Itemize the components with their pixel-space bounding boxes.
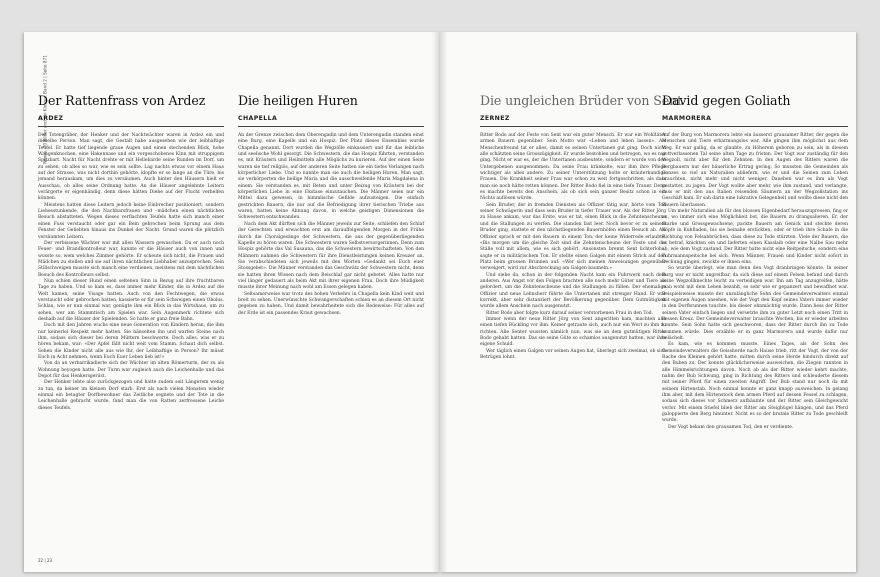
article-location: ARDEZ <box>38 115 64 122</box>
paragraph: Doch mit den Jahren wuchs eine neue Generation von Kindern heran, die ihm nur keinerlei Respekt mehr hatten. Sie hänselten ihn und warfen Steine nach ihm, sodass sich dieser bei deren Müttern beschwerte. Doch alles, was er zu hören bekam, war: «Der Apfel fällt nicht weit vom Stamm. Schaut dich selbst. Sehen die Kinder nicht alle aus wie Ihr, der Leibhaftige in Person? Ihr müsst Euch in Acht nehmen, wenn Euch Euer Leben lieb ist!» <box>38 323 224 361</box>
article-title: David gegen Goliath <box>662 93 791 108</box>
paragraph: An der Grenze zwischen dem Oberengadin und dem Unterengadin standen einst eine Burg, eine Kapelle und ein Hospiz. Der Platz dieses Ensembles wurde Chapella genannt. Dort wurden die Wegzölle einkassiert und für das leibliche und seelische Wohl gesorgt. Die Schwestern, die das Hospiz führten, verstanden es, mit Kräutern und Heilmitteln alle Möglichs zu kurieren. Auf der einen Seite waren sie tief religiös, auf der anderen Seite hatten sie ein tiefes Verlangen nach körperlicher Liebe. Und so nannte man sie auch die heiligen Huren. Man sagt, sie verkörperten die heilige Maria und die ausschweifende Maria Magdalena in einem. Sie verstanden es, mit Beten und unter Beizug von Kräutern bei der körperlichen Liebe in eine Ekstase einzutauchen. Die Männer seien nur ein Mittel dazu gewesen, in himmlische Gefilde aufzusteigen. Die einfach gestrickten Bauern, die nur auf die Befriedigung ihrer tierischen Triebe aus waren, hatten keine Ahnung davon, in welche geistigen Dimensionen die Schwestern entschwanden. <box>238 133 424 221</box>
article-title: Die heiligen Huren <box>238 93 358 108</box>
divider <box>480 126 666 127</box>
article-david-goliath <box>662 94 848 431</box>
article-location: CHAPELLA <box>238 115 278 122</box>
article-heilige-huren <box>238 94 424 317</box>
article-body <box>238 133 424 317</box>
paragraph: Von da an verbarrikadierte sich der Wächter im alten Römerturm, der zu als Wohnung beyogen hatte. Der Turm war zugleich auch die Leichenhalle und das Depot für das Henkersgerüst. <box>38 361 224 380</box>
paragraph: Der Vogt bekam den grausamen Tod, den er verdiente. <box>668 424 794 430</box>
article-title: Die ungleichen Brüder von Sent <box>480 93 683 108</box>
paragraph: Um mehr Naturalien als für den blossen Eigenbedarf herauszupressen, fing er an, wo immer sich eine Möglichkeit bot, die Bauern zu drangsalieren. Er, der Starke und Grossgewachsene, packte Bauern am Genick und steckte deren Köpfe in Kuhfladen, bis sie beinahe erstickten, oder er trieb ihre Schafe in die Richtung von Felsabbrüchen, dass diese zu Tode stürzten. Viele der Bauern, die es betraf, knickten ein und lieferten einen Kasslaib oder eine Nalbe Sau mehr ab, wie dem Vogt zustand. Der Ritter hatte nicht eine Reitpeitsche, sondern eine Fuhrmannspeitsche bei sich. Wenn Männer, Frauen und Kinder nicht sofort in Deckung gingen, zwickte er ihnen eins. <box>662 209 848 265</box>
paragraph: Ritter Bodo aber folgte kurz darauf seiner verstorbenen Frau in den Tod. <box>486 310 654 316</box>
divider <box>38 126 224 127</box>
article-body <box>38 133 224 412</box>
article-rattenfrass <box>38 94 224 412</box>
running-head-text: Nexus, 70 Bilder und ein Kloster: Band 2 | Seite 871 <box>42 55 48 164</box>
paragraph: Der Totengräber, der Henker und der Nachtwächter waren in Ardez ein und dieselbe Person. Man sagt, die Gestalt habe ausgesehen wie der leibhaftige Teufel. Er hatte tief liegende graue Augen und einen stechenden Blick, hohe Wangenknochen, eine Hakennase und ein vorgeschobenes Kinn mit struppigem Spitzbart. Nacht für Nacht drehte er mit Hellebarde seine Runden im Dorf, um zu sehen, ob alles so war, wie es sein sollte. Lag nachts etwas vor einem Haus auf der Strasse, was nicht dorthin gehörte, klopfte er so lange an die Türe, bis jemand herauskam, um dies zu versäumen. Auch hinter den Häusern hielt er Ausschau, ob alles seine Ordnung hatte. An die Häuser angelehnte Leitern verärgerte er eigenhändig, denn diese hätten Diebe auf der Flucht verhelfen können. <box>38 133 224 202</box>
right-page <box>440 32 856 572</box>
paragraph: Es kam, wie es kommen musste. Eines Tages, als der Sohn des Gemeindeverwalters die Geissherde nach Hause trieb, ritt der Vogt, der von der Rache des Kleinen gehört hatte, mitten durch seine Herde hindurch direkt auf den Buben zu. Der konnte glücklicherweise ausweichen, die Ziegen rannten in alle Himmelsrichtungen davon. Noch ab als der Ritter wieder kehrt machte, nahm der Bub Schwung, ging in Richtung des Ritters und schleuderte diesem mit seiner Pferd für einen zweiten Angriff. Der Bub stand nur noch da mit seinem Hirtenstab. Noch einmal konnte er ganz knapp ausweichen. In gelang ihm aber, mit dem Hirtenstock dem armen Pferd auf dessen Fessel zu schlagen, sodass sich dieses vor Schmerz aufbäumte und der Ritter sein Gleichgewicht verlor. Mit einem Stiefel blieb der Ritter am Steigbügel hängen, und das Pferd galoppierte den Berg hinunter. Nicht es so der brutale Ritter zu Tode geschleift wurde. <box>662 342 848 424</box>
paragraph: So wurde überlegt, wie man denn den Vogt dranbringen könnte. In seiner Burg war er nicht angreifbar, da sich diese auf einem Felsen befand und durch seine Wegzollknechte leicht zu verteidigen war. Ihn am Tag anzugreifen, hätte man wohl mit dem Leben bezahlt, so sehr wie er gepanzert und bewaffnet war. Beispielsweise musste der unzulängliche Sohn des Gemeindeverwalters einmal mit eigenen Augen ansehen, wie der Vogt den Kopf seines Vaters immer wieder in den Dorfbrunnen tauchte, bis dieser ohnmächtig wurde. Dann liess der Ritter seinen Vater einfach liegen und versetzte ihm zu guter Letzt noch einen Tritt in dessen Kreuz. Der Gemeindeverwalter brauchte Wochen, bis er wieder arbeiten konnte. Sein Sohn hatte sich geschworen, dass der Ritter durch ihn zu Tode kommen würde. Dies erzählte er in ganz Marmorera und wurde dafür nur belächelt. <box>662 266 848 341</box>
paragraph: Der verbissene Wächter war mit allen Wassern gewaschen. Da er auch noch Feuer- und Brandkontrolleur war, kannte er die Häuser auch von innen und wusste so, wem welches Zimmer gehörte. Er scheute sich nicht, die Frauen und Mädchen zu stellen und sie auf ihren nächtlichen Liebhaber anzusprechen. Sein Stillschweigen musste sich manch eine verdienen, meistens mit dem nächtlichen Besuch des Kontrolleurs selbst. <box>38 240 224 278</box>
paragraph: Auf der Burg von Marmorera lebte ein äusserst grausamer Ritter, der gegen die Menschen und Tiere erbarmungslos war. Alle gingen ihm möglichst aus dem Weg. Er war gallig, da er glaubte, zu Höherem geboren zu sein, als in diesem gottverlassenen Tal seine alten Tage zu fristen. Der Vogt war zuständig für den Wegzoll, nicht aber für den Zehnten. In den Augen des Ritters waren die Bergbauern nur der bäuerliche Ertrag gering. So mussten die Gemeinden als Ganzes so viel an Naturalien abliefern, wie er und die Seinen zum Leben brauchten, nicht mehr und nicht weniger. Daneben war es ihm als Vogt gestattet, zu jagen. Der Vogt wollte aber mehr, wie ihm zustand, und verlangte, dass er mit den aus Italien reisenden Säumern an der Wegzollstation ins Geschäft kam. Er sah darin eine lukrative Gelegenheit und wollte diese nicht den Bauern überlassen. <box>662 133 848 208</box>
article-location: ZERNEZ <box>480 115 510 122</box>
page-folio: 22 | 23 <box>38 558 53 563</box>
paragraph: Ritter Bodo auf der Feste von Sent war ein guter Mensch. Er war ein Wohltäter armen Bauern gegenüber. Sein Motto war «Leben und leben lassen». Als Menschenfreund tat er alles, damit es seinen Untertanen gut ging. Doch nicht alle schätzten seine Grosszügigkeit. Er wurde bestohlen und betrogen, wo es nur ging. Nicht er war es, der die Untertanen ausbeutete, sondern er wurde von den Untergebenen ausgenommen. Da seine Frau kränkelte, war ihm ihre Pflege wichtiger als alles andere. Zu seiner Unterstützung holte er kräuterkundige Frauen. Die Krankheit seiner Frau war schon zu weit fortgeschritten, als dass man sie noch hätte retten können. Der Ritter Bodo fiel in eine tiefe Trauer. Denn es machte bereits den Anschein, als ob sich sein ganzer Besitz schon in ein Nichts auflösen würde. <box>480 133 666 202</box>
article-location: MARMORERA <box>662 115 712 122</box>
left-page <box>24 32 440 572</box>
paragraph: Sein Bruder, der in fremden Diensten als Offizier tätig war, hörte vom Tod seiner Schwägerin und dass sein Bruder in tiefer Trauer war. Als der Ritter Jörg zu Hause ankam, war das Erste, was er tat, einen Blick in die Zehntenscheune und die Stallungen zu werfen. Die standen fast leer. Noch bevor er zu seinem Bruder ging, stattete er den nächstliegenden Bauernhöfen einen Besuch ab. Als Offizier sprach er mit den Bauern in einem Ton, der keine Widerrede erlaubte. «Bis morgen um die gleiche Zeit sind die Zehntenscheune der Feste und die Ställe voll mit allem, wie es sich gehört. Ansonsten brennt Sent lichterloh», sagte er in militärischem Ton. Er stellte einen Galgen mit einem Strick auf den Platz beim grossen Brunnen auf: «Wer sich meinen Anweisungen gegenüber verweigert, wird zur Abschreckung am Galgen baumeln.» <box>480 202 666 272</box>
article-ungleiche-brueder <box>480 93 683 361</box>
article-body <box>662 133 848 431</box>
divider <box>662 126 848 127</box>
divider <box>238 126 424 127</box>
paragraph: Der Henker lebte also zurückgezogen und hatte zudem seit Längerem wenig zu tun, da keiner im kleinen Dorf starb. Erst als nach vielen Monaten wieder einmal ein betagter Dorfbewohner das Zeitliche segnete und der Tote in die Leichenhalle gebracht wurde, fand man die von Ratten zerfressene Leiche dieses Teufels. <box>38 380 224 411</box>
paragraph: Seltsamerweise war trotz des hohen Verkehrs in Chapella kein Kind weit und breit zu sehen. Unerwünschte Schwangerschaften schien es an diesem Ort nicht gegeben zu haben. Und damit bewahrheitete sich die Redeweise: Für alles auf der Erde ist ein passendes Kraut gewachsen. <box>238 291 424 316</box>
paragraph: Immer wenn der neue Ritter Jörg von Sent angeritten kam, machten alle einen tiefen Bückling vor ihm. Keiner getraute sich, auch nur ein Wort zu ihm zu richten. Alle Senter wussten nämlich nun, was sie an dem gutmütigen Ritter Bodo gehabt hatten. Das sie seine Güte so schamlos ausgenutzt hatten, war ihre eigene Schuld. <box>480 316 666 348</box>
paragraph: Und siehe da, schon in der folgenden Nacht kam ein Fuhrwerk nach dem anderen. Aus Angst vor den Folgen brachten alle noch mehr Güter und Tiere als gefordert, um die Zehntenscheune und die Stallungen zu füllen. Der ehemalige Offizier und neue Lehnsherr führte die Untertanen mit strenger Hand. Er war korrekt, aber sehr distanziert der Bevölkerung gegenüber. Dem Gutmütigkeit wurde allem Anschein nach ausgenutzt. <box>480 272 666 310</box>
paragraph: Nach dem Akt dürften sich die Männer jeweils zur Seite, schliefen den Schlaf der Gerechten und erwachten erst am darauffolgenden Morgen in der Frühe durch die Choralgesänge der Schwestern, die aus der gegenüberliegenden Kapelle zu hören waren. Die Schwestern waren Selbstversorgerinnen. Denn zum Hospiz gehörte das Val Susauna, das die Schwestern bewirtschafteten. Von den Männern nahmen die Schwestern für ihre Dienstleistungen keinen Kreuzer an. Sie verabschiedeten sich jeweils mit den Worten «Gedankt sei Euch euer Stossgebet». Die Männer verstanden das Geschwätz der Schwestern nicht, denn sie hatten ihren Wissen nach dem Beischlaf gar nicht gebetet. Alles hatte nur viel länger gedauert als beim Akt mit ihrer eigenen Frau. Doch ihre Müdigkeit musste ihrer Meinung nach wohl am Essen gelegen haben. <box>238 221 424 291</box>
paragraph: Wer täglich einen Galgen vor seinen Augen hat, überlegt sich zweimal, ob sich Betrügen lohnt. <box>480 348 666 361</box>
paragraph: Nun schien dieser Hund einen seltenen Sinn in Bezug auf ihre fruchtbaren Tage zu haben. Und so kam es, dass immer mehr Kinder, die in Ardez auf die Welt kamen, seine Visage hatten. Auch von den Fechtwegen, die etwas verstaucht oder gebrochen hatten, kassierte er für sein Schweigen einen Obolus. Schlau, wie er nun einmal war, genügte ihm ein Blick in das Wirtshaus, um zu sehen, wer am Stammtisch am Spielen war. Sein Augenmerk richtete sich deshalb auf die Häuser der Spielenden. So hatte er ganz freie Bahn. <box>38 278 224 322</box>
article-title: Der Rattenfrass von Ardez <box>38 93 206 108</box>
paragraph: Meistens hatten diese Leitern jedoch keine Einbrecher positioniert, sondern Liebesstunkende, die den Nachbarsfrauen und –mädchen einen nächtlichen Besuch abstatteten. Wegen dieses verflachten Teufels hatte sich manch einer einen Fuss verstaucht oder gar ein Bein gebrochen beim Sprung aus dem Fenster der Geliebten hinaus ins Dunkel der Nacht. Grund waren die plötzlich versäumten Leitern. <box>38 202 224 240</box>
article-body <box>480 133 666 361</box>
